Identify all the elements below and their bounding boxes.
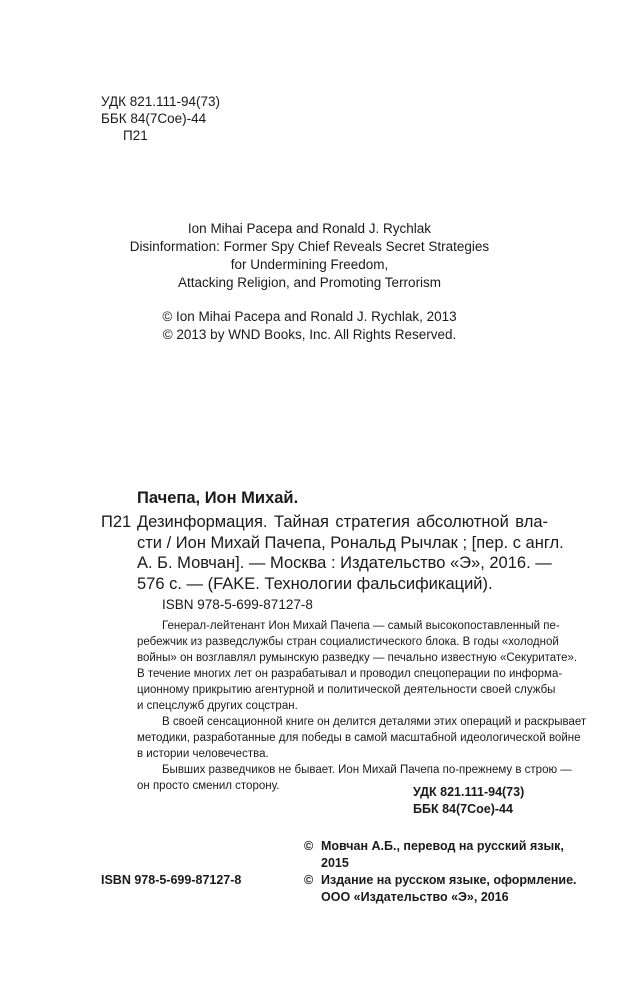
bibliographic-line: Дезинформация. Тайная стратегия абсолютной вла- xyxy=(137,513,548,531)
bbk-code: ББК 84(7Сое)-44 xyxy=(413,802,513,816)
bibliographic-description xyxy=(137,512,564,595)
original-edition-block xyxy=(0,220,619,344)
annotation-paragraph xyxy=(137,714,587,762)
copyright-line: Издание на русском языке, оформление. xyxy=(321,873,577,887)
copyright-item xyxy=(304,872,577,906)
bibliographic-line: А. Б. Мовчан]. — Москва : Издательство «Э», 2016. — xyxy=(137,554,552,573)
annotation xyxy=(137,618,587,794)
bibliographic-code: П21 xyxy=(101,513,132,531)
original-copyright-block xyxy=(0,308,619,344)
bibliographic-isbn: ISBN 978-5-699-87127-8 xyxy=(162,597,313,612)
copyright-block xyxy=(304,838,577,906)
annotation-line: Генерал-лейтенант Ион Михай Пачепа — самый высокопоставленный пе- xyxy=(162,620,560,632)
copyright-line: Мовчан А.Б., перевод на русский язык, xyxy=(321,839,564,853)
original-title-line: for Undermining Freedom, xyxy=(230,257,389,272)
original-copyright-line: © 2013 by WND Books, Inc. All Rights Reserved. xyxy=(162,327,457,342)
udk-code: УДК 821.111-94(73) xyxy=(101,94,221,109)
copyright-line: ООО «Издательство «Э», 2016 xyxy=(321,890,509,904)
bibliographic-line: сти / Ион Михай Пачепа, Рональд Рычлак ; [пер. с англ. xyxy=(137,533,564,552)
annotation-line: и спецслужб других соцстран. xyxy=(137,700,298,712)
annotation-line: В течение многих лет он разрабатывал и проводил спецоперации по информа- xyxy=(137,668,563,680)
original-title-block xyxy=(0,220,619,292)
bbk-code: ББК 84(7Сое)-44 xyxy=(101,111,207,126)
original-title-line: Disinformation: Former Spy Chief Reveals Secret Strategies xyxy=(129,239,490,254)
copyright-item xyxy=(304,838,564,872)
author-mark: П21 xyxy=(123,128,148,143)
top-classification-codes xyxy=(101,93,220,144)
annotation-line: в истории человечества. xyxy=(137,748,269,760)
bibliographic-author-heading: Пачепа, Ион Михай. xyxy=(137,489,299,507)
original-copyright-line: © Ion Mihai Pacepa and Ronald J. Rychlak, 2013 xyxy=(162,309,457,324)
annotation-line: Бывших разведчиков не бывает. Ион Михай Пачепа по-прежнему в строю — xyxy=(162,764,572,776)
original-title-line: Attacking Religion, and Promoting Terrorism xyxy=(177,275,442,290)
isbn-bottom: ISBN 978-5-699-87127-8 xyxy=(101,873,242,887)
udk-code: УДК 821.111-94(73) xyxy=(413,785,525,799)
annotation-line: ребежчик из разведслужбы стран социалистического блока. В годы «холодной xyxy=(137,636,559,648)
annotation-line: он просто сменил сторону. xyxy=(137,780,280,792)
annotation-line: ционному прикрытию агентурной и политической деятельности своей службы xyxy=(137,684,556,696)
annotation-line: методики, разработанные для победы в самой масштабной идеологической войне xyxy=(137,732,581,744)
bottom-classification-codes xyxy=(413,784,524,818)
annotation-paragraph xyxy=(137,618,578,714)
annotation-line: В своей сенсационной книге он делится деталями этих операций и раскрывает xyxy=(162,716,587,728)
copyright-symbol: © xyxy=(304,839,314,853)
original-authors: Ion Mihai Pacepa and Ronald J. Rychlak xyxy=(187,221,432,236)
annotation-line: войны» он возглавлял румынскую разведку — печально известную «Секуритате». xyxy=(137,652,578,664)
copyright-symbol: © xyxy=(304,873,314,887)
copyright-line: 2015 xyxy=(321,856,349,870)
bibliographic-line: 576 с. — (FAKE. Технологии фальсификаций). xyxy=(137,575,493,594)
